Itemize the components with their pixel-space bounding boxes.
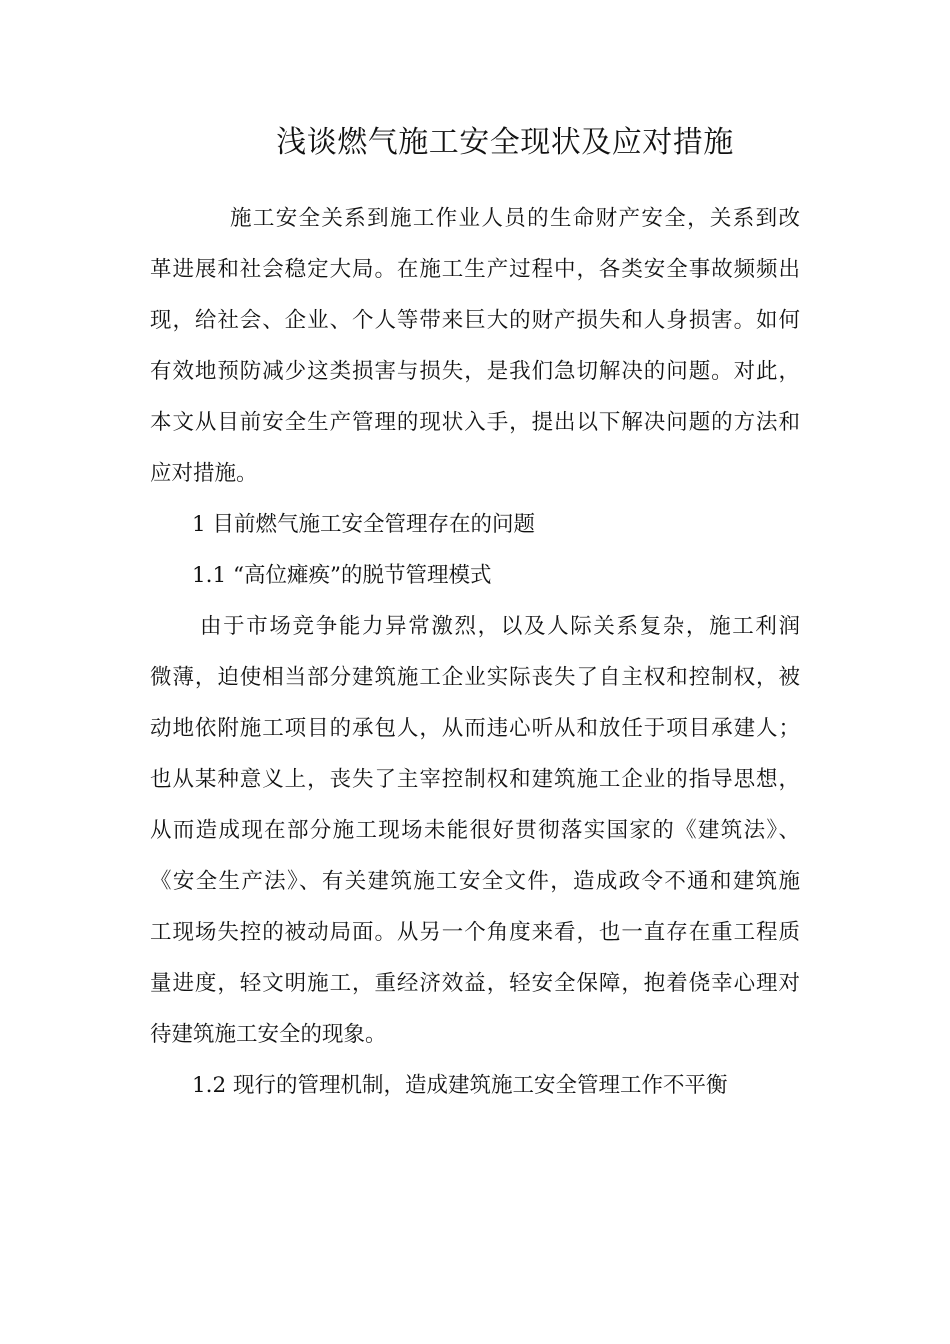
paragraph-line: 有效地预防减少这类损害与损失，是我们急切解决的问题。对此，: [150, 359, 800, 384]
section-heading-1-1: 1.1 “高位瘫痪”的脱节管理模式: [192, 563, 492, 588]
intro-paragraph: [150, 193, 800, 499]
paragraph-line: 现，给社会、企业、个人等带来巨大的财产损失和人身损害。如何: [150, 308, 800, 333]
document-body: [150, 193, 800, 1111]
paragraph-line: 动地依附施工项目的承包人，从而违心听从和放任于项目承建人；: [150, 716, 800, 741]
paragraph-line: 应对措施。: [150, 461, 258, 486]
section-heading-1-2: 1.2 现行的管理机制，造成建筑施工安全管理工作不平衡: [192, 1073, 728, 1098]
document-title: 浅谈燃气施工安全现状及应对措施: [276, 125, 734, 160]
paragraph-line: 革进展和社会稳定大局。在施工生产过程中，各类安全事故频频出: [150, 257, 800, 282]
paragraph-line: 从而造成现在部分施工现场未能很好贯彻落实国家的《建筑法》、: [150, 818, 800, 843]
paragraph-line: 量进度，轻文明施工，重经济效益，轻安全保障，抱着侥幸心理对: [150, 971, 800, 996]
paragraph-line: 待建筑施工安全的现象。: [150, 1022, 387, 1047]
paragraph-line: 由于市场竞争能力异常激烈，以及人际关系复杂，施工利润: [200, 614, 800, 639]
paragraph-line: 工现场失控的被动局面。从另一个角度来看，也一直存在重工程质: [150, 920, 800, 945]
paragraph-line: 也从某种意义上，丧失了主宰控制权和建筑施工企业的指导思想，: [150, 767, 800, 792]
paragraph-line: 本文从目前安全生产管理的现状入手，提出以下解决问题的方法和: [150, 410, 800, 435]
paragraph-line: 微薄，迫使相当部分建筑施工企业实际丧失了自主权和控制权，被: [150, 665, 800, 690]
section-1-1-paragraph: [150, 601, 800, 1060]
paragraph-line: 施工安全关系到施工作业人员的生命财产安全，关系到改: [230, 206, 800, 231]
section-heading-1: 1 目前燃气施工安全管理存在的问题: [192, 512, 536, 537]
paragraph-line: 《安全生产法》、有关建筑施工安全文件，造成政令不通和建筑施: [150, 869, 800, 894]
